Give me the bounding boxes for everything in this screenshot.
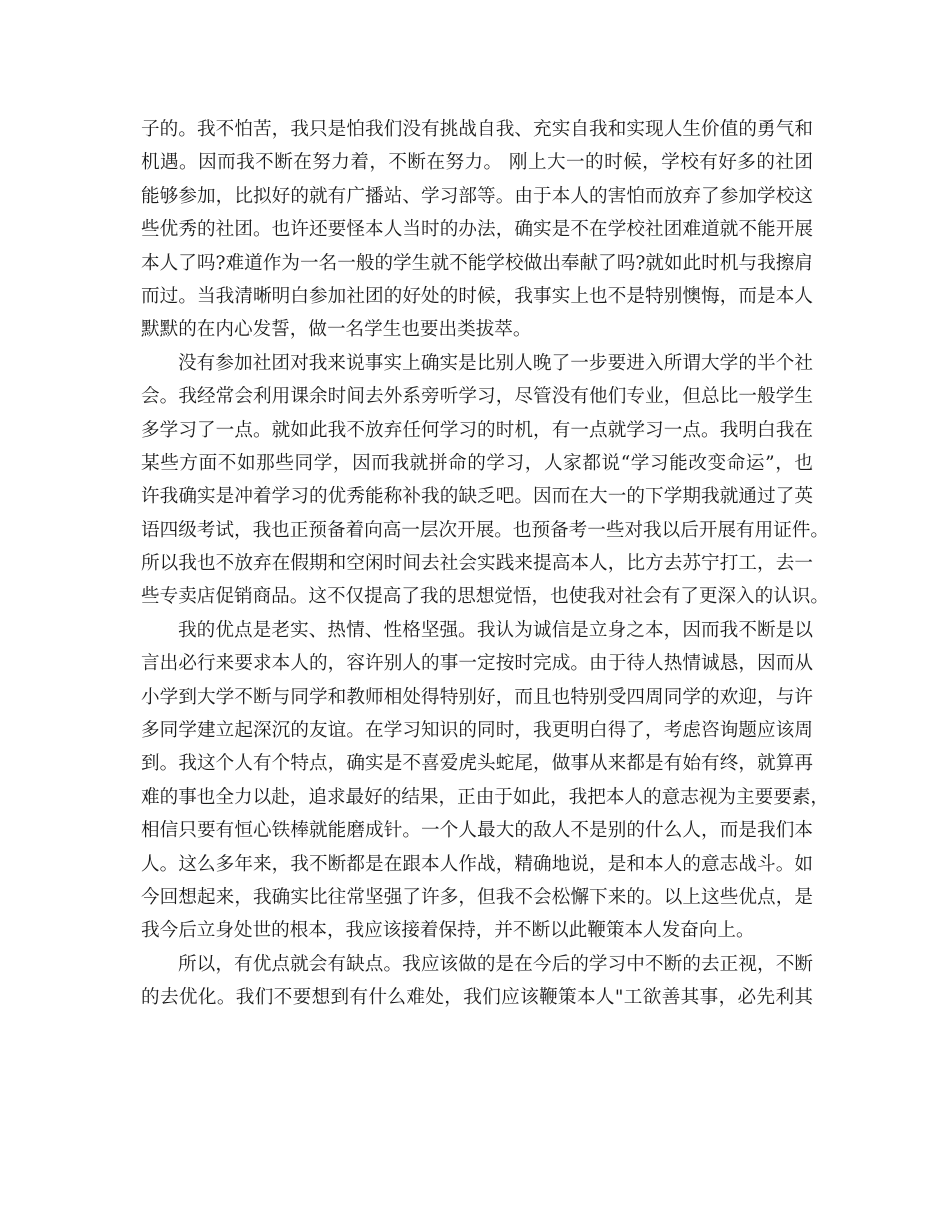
text-line: 能够参加，比拟好的就有广播站、学习部等。由于本人的害怕而放弃了参加学校这 (141, 185, 813, 207)
text-line: 多同学建立起深沉的友谊。在学习知识的同时，我更明白得了，考虑咨询题应该周 (141, 720, 813, 742)
text-line: 某些方面不如那些同学，因而我就拼命的学习，人家都说“学习能改变命运”，也 (141, 452, 813, 474)
text-line: 子的。我不怕苦，我只是怕我们没有挑战自我、充实自我和实现人生价值的勇气和 (141, 119, 813, 140)
text-line: 难的事也全力以赴，追求最好的结果，正由于如此，我把本人的意志视为主要要素， (141, 786, 829, 808)
text-line: 些优秀的社团。也许还要怪本人当时的办法，确实是不在学校社团难道就不能开展 (141, 219, 813, 241)
text-line: 今回想起来，我确实比往常坚强了许多，但我不会松懈下来的。以上这些优点，是 (141, 886, 813, 908)
text-line: 许我确实是冲着学习的优秀能称补我的缺乏吧。因而在大一的下学期我就通过了英 (141, 486, 813, 508)
text-line: 相信只要有恒心铁棒就能磨成针。一个人最大的敌人不是别的什么人，而是我们本 (141, 820, 813, 842)
text-line: 所以，有优点就会有缺点。我应该做的是在今后的学习中不断的去正视，不断 (178, 953, 813, 975)
text-line: 些专卖店促销商品。这不仅提高了我的思想觉悟，也使我对社会有了更深入的认识。 (141, 586, 829, 608)
text-line: 所以我也不放弃在假期和空闲时间去社会实践来提高本人，比方去苏宁打工，去一 (141, 553, 813, 575)
text-line: 会。我经常会利用课余时间去外系旁听学习，尽管没有他们专业，但总比一般学生 (141, 386, 813, 408)
text-line: 到。我这个人有个特点，确实是不喜爱虎头蛇尾，做事从来都是有始有终，就算再 (141, 753, 813, 775)
text-line: 我今后立身处世的根本，我应该接着保持，并不断以此鞭策本人发奋向上。 (141, 920, 755, 942)
text-line: 机遇。因而我不断在努力着，不断在努力。 刚上大一的时候，学校有好多的社团 (141, 152, 813, 174)
body-text (141, 113, 829, 1015)
text-line: 默默的在内心发誓，做一名学生也要出类拔萃。 (141, 319, 532, 341)
text-line: 多学习了一点。就如此我不放弃任何学习的时机，有一点就学习一点。我明白我在 (141, 419, 813, 441)
text-line: 我的优点是老实、热情、性格坚强。我认为诚信是立身之本，因而我不断是以 (178, 619, 813, 641)
text-line: 小学到大学不断与同学和教师相处得特别好，而且也特别受四周同学的欢迎，与许 (141, 686, 813, 708)
text-line: 语四级考试，我也正预备着向高一层次开展。也预备考一些对我以后开展有用证件。 (141, 519, 829, 541)
text-line: 的去优化。我们不要想到有什么难处，我们应该鞭策本人"工欲善其事，必先利其 (141, 987, 813, 1009)
text-line: 本人了吗?难道作为一名一般的学生就不能学校做出奉献了吗?就如此时机与我擦肩 (141, 252, 813, 274)
text-line: 人。这么多年来，我不断都是在跟本人作战，精确地说，是和本人的意志战斗。如 (141, 853, 813, 875)
text-line: 而过。当我清晰明白参加社团的好处的时候，我事实上也不是特别懊悔，而是本人 (141, 285, 813, 307)
text-line: 言出必行来要求本人的，容许别人的事一定按时完成。由于待人热情诚恳，因而从 (141, 653, 813, 675)
text-line: 没有参加社团对我来说事实上确实是比别人晚了一步要进入所谓大学的半个社 (178, 352, 813, 374)
